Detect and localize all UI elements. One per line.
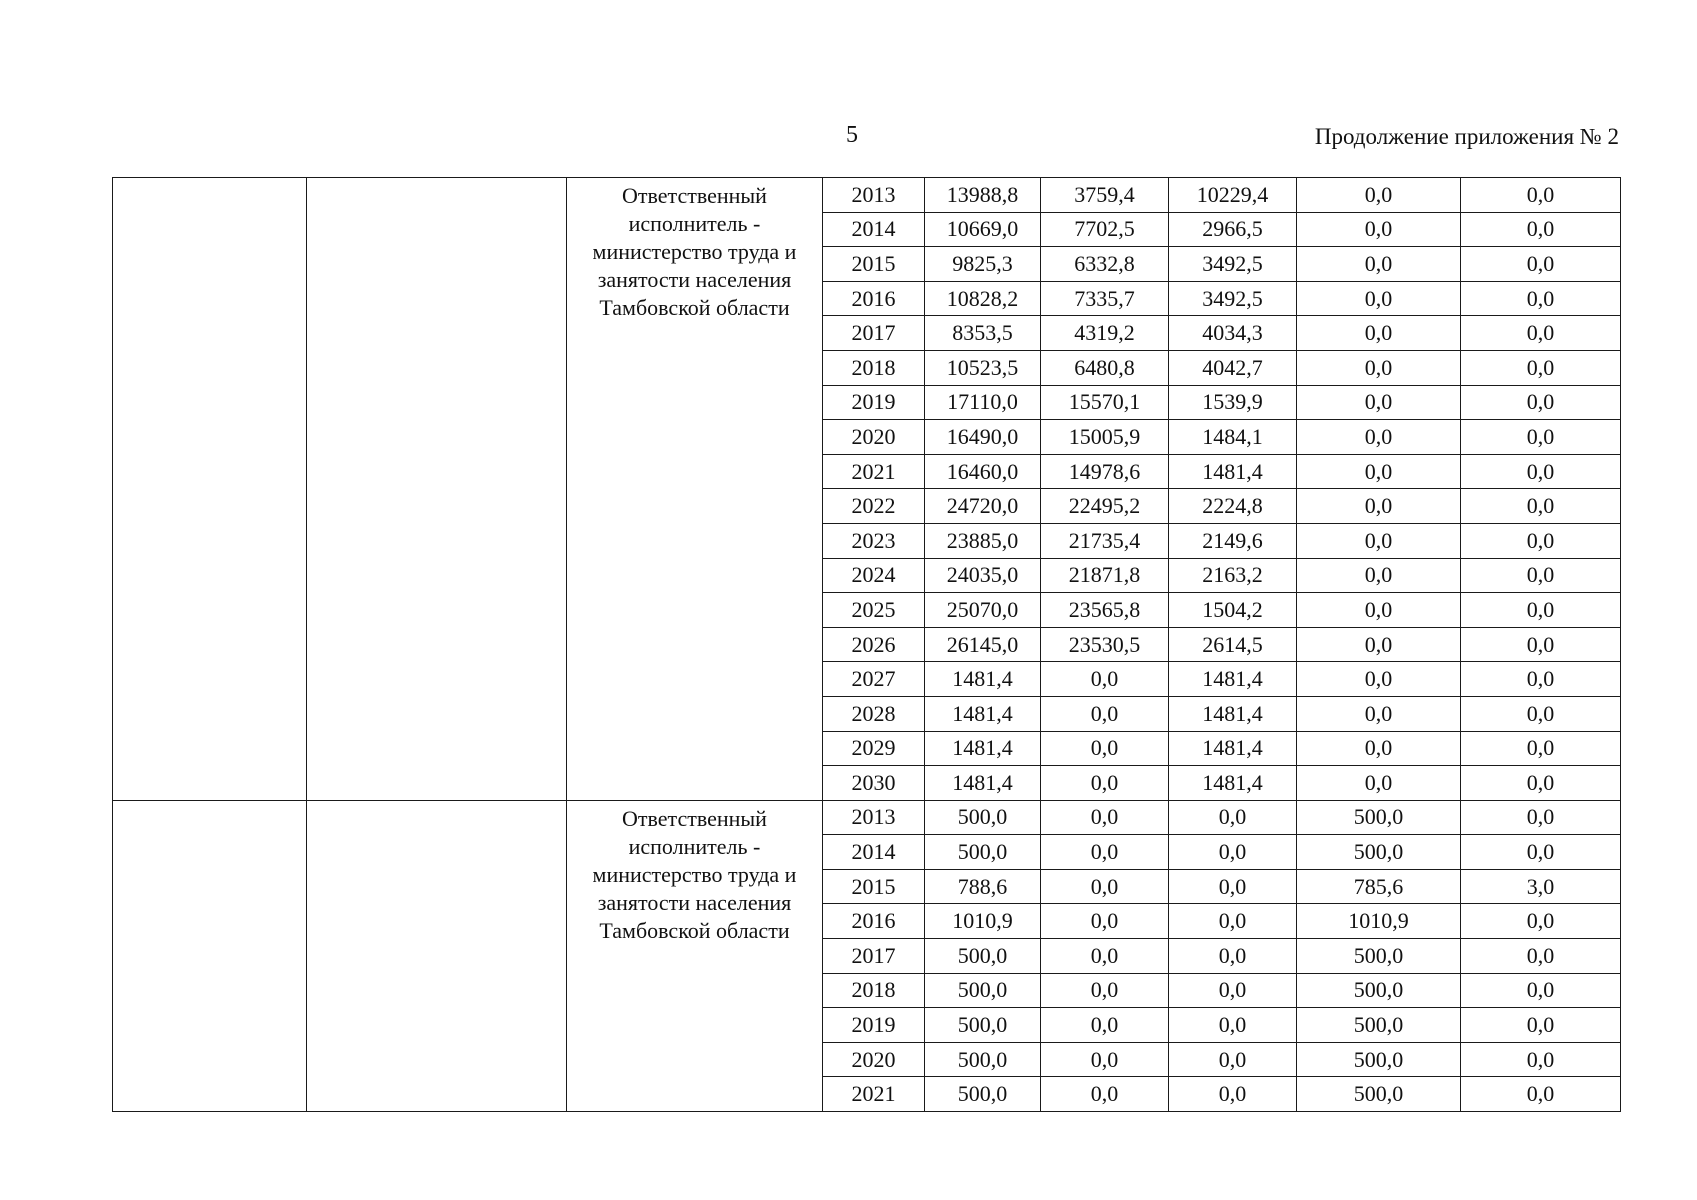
regional-budget-cell: 1504,2: [1169, 593, 1297, 628]
regional-budget-cell: 0,0: [1169, 1042, 1297, 1077]
total-cell: 16490,0: [925, 420, 1041, 455]
federal-budget-cell: 6332,8: [1041, 247, 1169, 282]
regional-budget-cell: 2614,5: [1169, 627, 1297, 662]
year-cell: 2013: [823, 178, 925, 213]
local-budget-cell: 0,0: [1297, 558, 1461, 593]
federal-budget-cell: 15005,9: [1041, 420, 1169, 455]
federal-budget-cell: 0,0: [1041, 1077, 1169, 1112]
local-budget-cell: 500,0: [1297, 973, 1461, 1008]
year-cell: 2014: [823, 212, 925, 247]
local-budget-cell: 0,0: [1297, 696, 1461, 731]
extrabudgetary-cell: 0,0: [1461, 835, 1621, 870]
total-cell: 24720,0: [925, 489, 1041, 524]
year-cell: 2026: [823, 627, 925, 662]
program-name-cell: [307, 178, 567, 801]
year-cell: 2018: [823, 973, 925, 1008]
local-budget-cell: 0,0: [1297, 523, 1461, 558]
total-cell: 9825,3: [925, 247, 1041, 282]
year-cell: 2020: [823, 1042, 925, 1077]
regional-budget-cell: 0,0: [1169, 869, 1297, 904]
federal-budget-cell: 0,0: [1041, 939, 1169, 974]
local-budget-cell: 0,0: [1297, 316, 1461, 351]
regional-budget-cell: 0,0: [1169, 939, 1297, 974]
federal-budget-cell: 21735,4: [1041, 523, 1169, 558]
extrabudgetary-cell: 0,0: [1461, 1042, 1621, 1077]
federal-budget-cell: 0,0: [1041, 904, 1169, 939]
local-budget-cell: 500,0: [1297, 939, 1461, 974]
extrabudgetary-cell: 0,0: [1461, 281, 1621, 316]
regional-budget-cell: 1481,4: [1169, 766, 1297, 801]
regional-budget-cell: 2966,5: [1169, 212, 1297, 247]
extrabudgetary-cell: 0,0: [1461, 627, 1621, 662]
federal-budget-cell: 14978,6: [1041, 454, 1169, 489]
number-cell: [113, 178, 307, 801]
regional-budget-cell: 0,0: [1169, 973, 1297, 1008]
total-cell: 788,6: [925, 869, 1041, 904]
federal-budget-cell: 23565,8: [1041, 593, 1169, 628]
local-budget-cell: 1010,9: [1297, 904, 1461, 939]
budget-table: [112, 177, 1621, 1112]
total-cell: 10669,0: [925, 212, 1041, 247]
extrabudgetary-cell: 0,0: [1461, 1008, 1621, 1043]
regional-budget-cell: 0,0: [1169, 800, 1297, 835]
federal-budget-cell: 7335,7: [1041, 281, 1169, 316]
total-cell: 500,0: [925, 800, 1041, 835]
federal-budget-cell: 0,0: [1041, 1042, 1169, 1077]
total-cell: 500,0: [925, 973, 1041, 1008]
federal-budget-cell: 22495,2: [1041, 489, 1169, 524]
year-cell: 2017: [823, 939, 925, 974]
extrabudgetary-cell: 0,0: [1461, 385, 1621, 420]
local-budget-cell: 0,0: [1297, 593, 1461, 628]
regional-budget-cell: 2163,2: [1169, 558, 1297, 593]
extrabudgetary-cell: 0,0: [1461, 523, 1621, 558]
federal-budget-cell: 21871,8: [1041, 558, 1169, 593]
total-cell: 500,0: [925, 835, 1041, 870]
year-cell: 2023: [823, 523, 925, 558]
extrabudgetary-cell: 0,0: [1461, 593, 1621, 628]
executor-cell: Ответственный исполнитель - министерство труда и занятости населения Тамбовской области: [567, 178, 823, 801]
number-cell: [113, 800, 307, 1111]
year-cell: 2022: [823, 489, 925, 524]
local-budget-cell: 0,0: [1297, 420, 1461, 455]
local-budget-cell: 0,0: [1297, 178, 1461, 213]
year-cell: 2020: [823, 420, 925, 455]
total-cell: 1481,4: [925, 731, 1041, 766]
federal-budget-cell: 0,0: [1041, 766, 1169, 801]
total-cell: 10828,2: [925, 281, 1041, 316]
local-budget-cell: 0,0: [1297, 212, 1461, 247]
federal-budget-cell: 0,0: [1041, 973, 1169, 1008]
federal-budget-cell: 0,0: [1041, 696, 1169, 731]
total-cell: 1010,9: [925, 904, 1041, 939]
local-budget-cell: 0,0: [1297, 281, 1461, 316]
regional-budget-cell: 4042,7: [1169, 350, 1297, 385]
year-cell: 2013: [823, 800, 925, 835]
total-cell: 500,0: [925, 1008, 1041, 1043]
local-budget-cell: 0,0: [1297, 489, 1461, 524]
regional-budget-cell: 2149,6: [1169, 523, 1297, 558]
year-cell: 2016: [823, 904, 925, 939]
regional-budget-cell: 1481,4: [1169, 731, 1297, 766]
total-cell: 23885,0: [925, 523, 1041, 558]
total-cell: 26145,0: [925, 627, 1041, 662]
local-budget-cell: 0,0: [1297, 350, 1461, 385]
extrabudgetary-cell: 0,0: [1461, 662, 1621, 697]
total-cell: 17110,0: [925, 385, 1041, 420]
total-cell: 13988,8: [925, 178, 1041, 213]
federal-budget-cell: 15570,1: [1041, 385, 1169, 420]
total-cell: 500,0: [925, 1077, 1041, 1112]
federal-budget-cell: 3759,4: [1041, 178, 1169, 213]
federal-budget-cell: 0,0: [1041, 835, 1169, 870]
regional-budget-cell: 10229,4: [1169, 178, 1297, 213]
regional-budget-cell: 0,0: [1169, 1077, 1297, 1112]
regional-budget-cell: 3492,5: [1169, 247, 1297, 282]
year-cell: 2024: [823, 558, 925, 593]
regional-budget-cell: 1484,1: [1169, 420, 1297, 455]
extrabudgetary-cell: 0,0: [1461, 731, 1621, 766]
year-cell: 2018: [823, 350, 925, 385]
local-budget-cell: 500,0: [1297, 1042, 1461, 1077]
year-cell: 2030: [823, 766, 925, 801]
total-cell: 10523,5: [925, 350, 1041, 385]
federal-budget-cell: 7702,5: [1041, 212, 1169, 247]
local-budget-cell: 0,0: [1297, 627, 1461, 662]
federal-budget-cell: 6480,8: [1041, 350, 1169, 385]
extrabudgetary-cell: 0,0: [1461, 247, 1621, 282]
year-cell: 2016: [823, 281, 925, 316]
regional-budget-cell: 0,0: [1169, 1008, 1297, 1043]
federal-budget-cell: 0,0: [1041, 662, 1169, 697]
total-cell: 500,0: [925, 1042, 1041, 1077]
table-row: [113, 800, 1621, 835]
extrabudgetary-cell: 0,0: [1461, 558, 1621, 593]
extrabudgetary-cell: 0,0: [1461, 1077, 1621, 1112]
regional-budget-cell: 0,0: [1169, 904, 1297, 939]
extrabudgetary-cell: 0,0: [1461, 420, 1621, 455]
total-cell: 8353,5: [925, 316, 1041, 351]
extrabudgetary-cell: 0,0: [1461, 212, 1621, 247]
program-name-cell: [307, 800, 567, 1111]
year-cell: 2015: [823, 869, 925, 904]
extrabudgetary-cell: 0,0: [1461, 939, 1621, 974]
total-cell: 1481,4: [925, 696, 1041, 731]
total-cell: 1481,4: [925, 662, 1041, 697]
total-cell: 16460,0: [925, 454, 1041, 489]
regional-budget-cell: 4034,3: [1169, 316, 1297, 351]
year-cell: 2021: [823, 454, 925, 489]
federal-budget-cell: 0,0: [1041, 731, 1169, 766]
extrabudgetary-cell: 0,0: [1461, 766, 1621, 801]
extrabudgetary-cell: 0,0: [1461, 316, 1621, 351]
year-cell: 2015: [823, 247, 925, 282]
local-budget-cell: 500,0: [1297, 1077, 1461, 1112]
local-budget-cell: 500,0: [1297, 835, 1461, 870]
year-cell: 2025: [823, 593, 925, 628]
extrabudgetary-cell: 0,0: [1461, 350, 1621, 385]
page-number: 5: [846, 122, 858, 148]
local-budget-cell: 785,6: [1297, 869, 1461, 904]
year-cell: 2021: [823, 1077, 925, 1112]
local-budget-cell: 0,0: [1297, 731, 1461, 766]
appendix-continuation-header: Продолжение приложения № 2: [1314, 124, 1619, 149]
total-cell: 500,0: [925, 939, 1041, 974]
year-cell: 2019: [823, 385, 925, 420]
regional-budget-cell: 0,0: [1169, 835, 1297, 870]
federal-budget-cell: 4319,2: [1041, 316, 1169, 351]
regional-budget-cell: 1481,4: [1169, 454, 1297, 489]
extrabudgetary-cell: 0,0: [1461, 904, 1621, 939]
year-cell: 2028: [823, 696, 925, 731]
budget-table-body: [113, 178, 1621, 1112]
local-budget-cell: 500,0: [1297, 800, 1461, 835]
regional-budget-cell: 2224,8: [1169, 489, 1297, 524]
regional-budget-cell: 1539,9: [1169, 385, 1297, 420]
year-cell: 2019: [823, 1008, 925, 1043]
extrabudgetary-cell: 0,0: [1461, 800, 1621, 835]
extrabudgetary-cell: 0,0: [1461, 178, 1621, 213]
regional-budget-cell: 3492,5: [1169, 281, 1297, 316]
table-row: [113, 178, 1621, 213]
total-cell: 25070,0: [925, 593, 1041, 628]
federal-budget-cell: 0,0: [1041, 1008, 1169, 1043]
year-cell: 2017: [823, 316, 925, 351]
federal-budget-cell: 23530,5: [1041, 627, 1169, 662]
federal-budget-cell: 0,0: [1041, 800, 1169, 835]
extrabudgetary-cell: 3,0: [1461, 869, 1621, 904]
extrabudgetary-cell: 0,0: [1461, 489, 1621, 524]
federal-budget-cell: 0,0: [1041, 869, 1169, 904]
local-budget-cell: 0,0: [1297, 662, 1461, 697]
total-cell: 1481,4: [925, 766, 1041, 801]
local-budget-cell: 0,0: [1297, 247, 1461, 282]
local-budget-cell: 0,0: [1297, 454, 1461, 489]
local-budget-cell: 500,0: [1297, 1008, 1461, 1043]
executor-cell: Ответственный исполнитель - министерство труда и занятости населения Тамбовской области: [567, 800, 823, 1111]
local-budget-cell: 0,0: [1297, 385, 1461, 420]
extrabudgetary-cell: 0,0: [1461, 454, 1621, 489]
local-budget-cell: 0,0: [1297, 766, 1461, 801]
year-cell: 2014: [823, 835, 925, 870]
extrabudgetary-cell: 0,0: [1461, 973, 1621, 1008]
regional-budget-cell: 1481,4: [1169, 662, 1297, 697]
year-cell: 2027: [823, 662, 925, 697]
total-cell: 24035,0: [925, 558, 1041, 593]
year-cell: 2029: [823, 731, 925, 766]
extrabudgetary-cell: 0,0: [1461, 696, 1621, 731]
regional-budget-cell: 1481,4: [1169, 696, 1297, 731]
